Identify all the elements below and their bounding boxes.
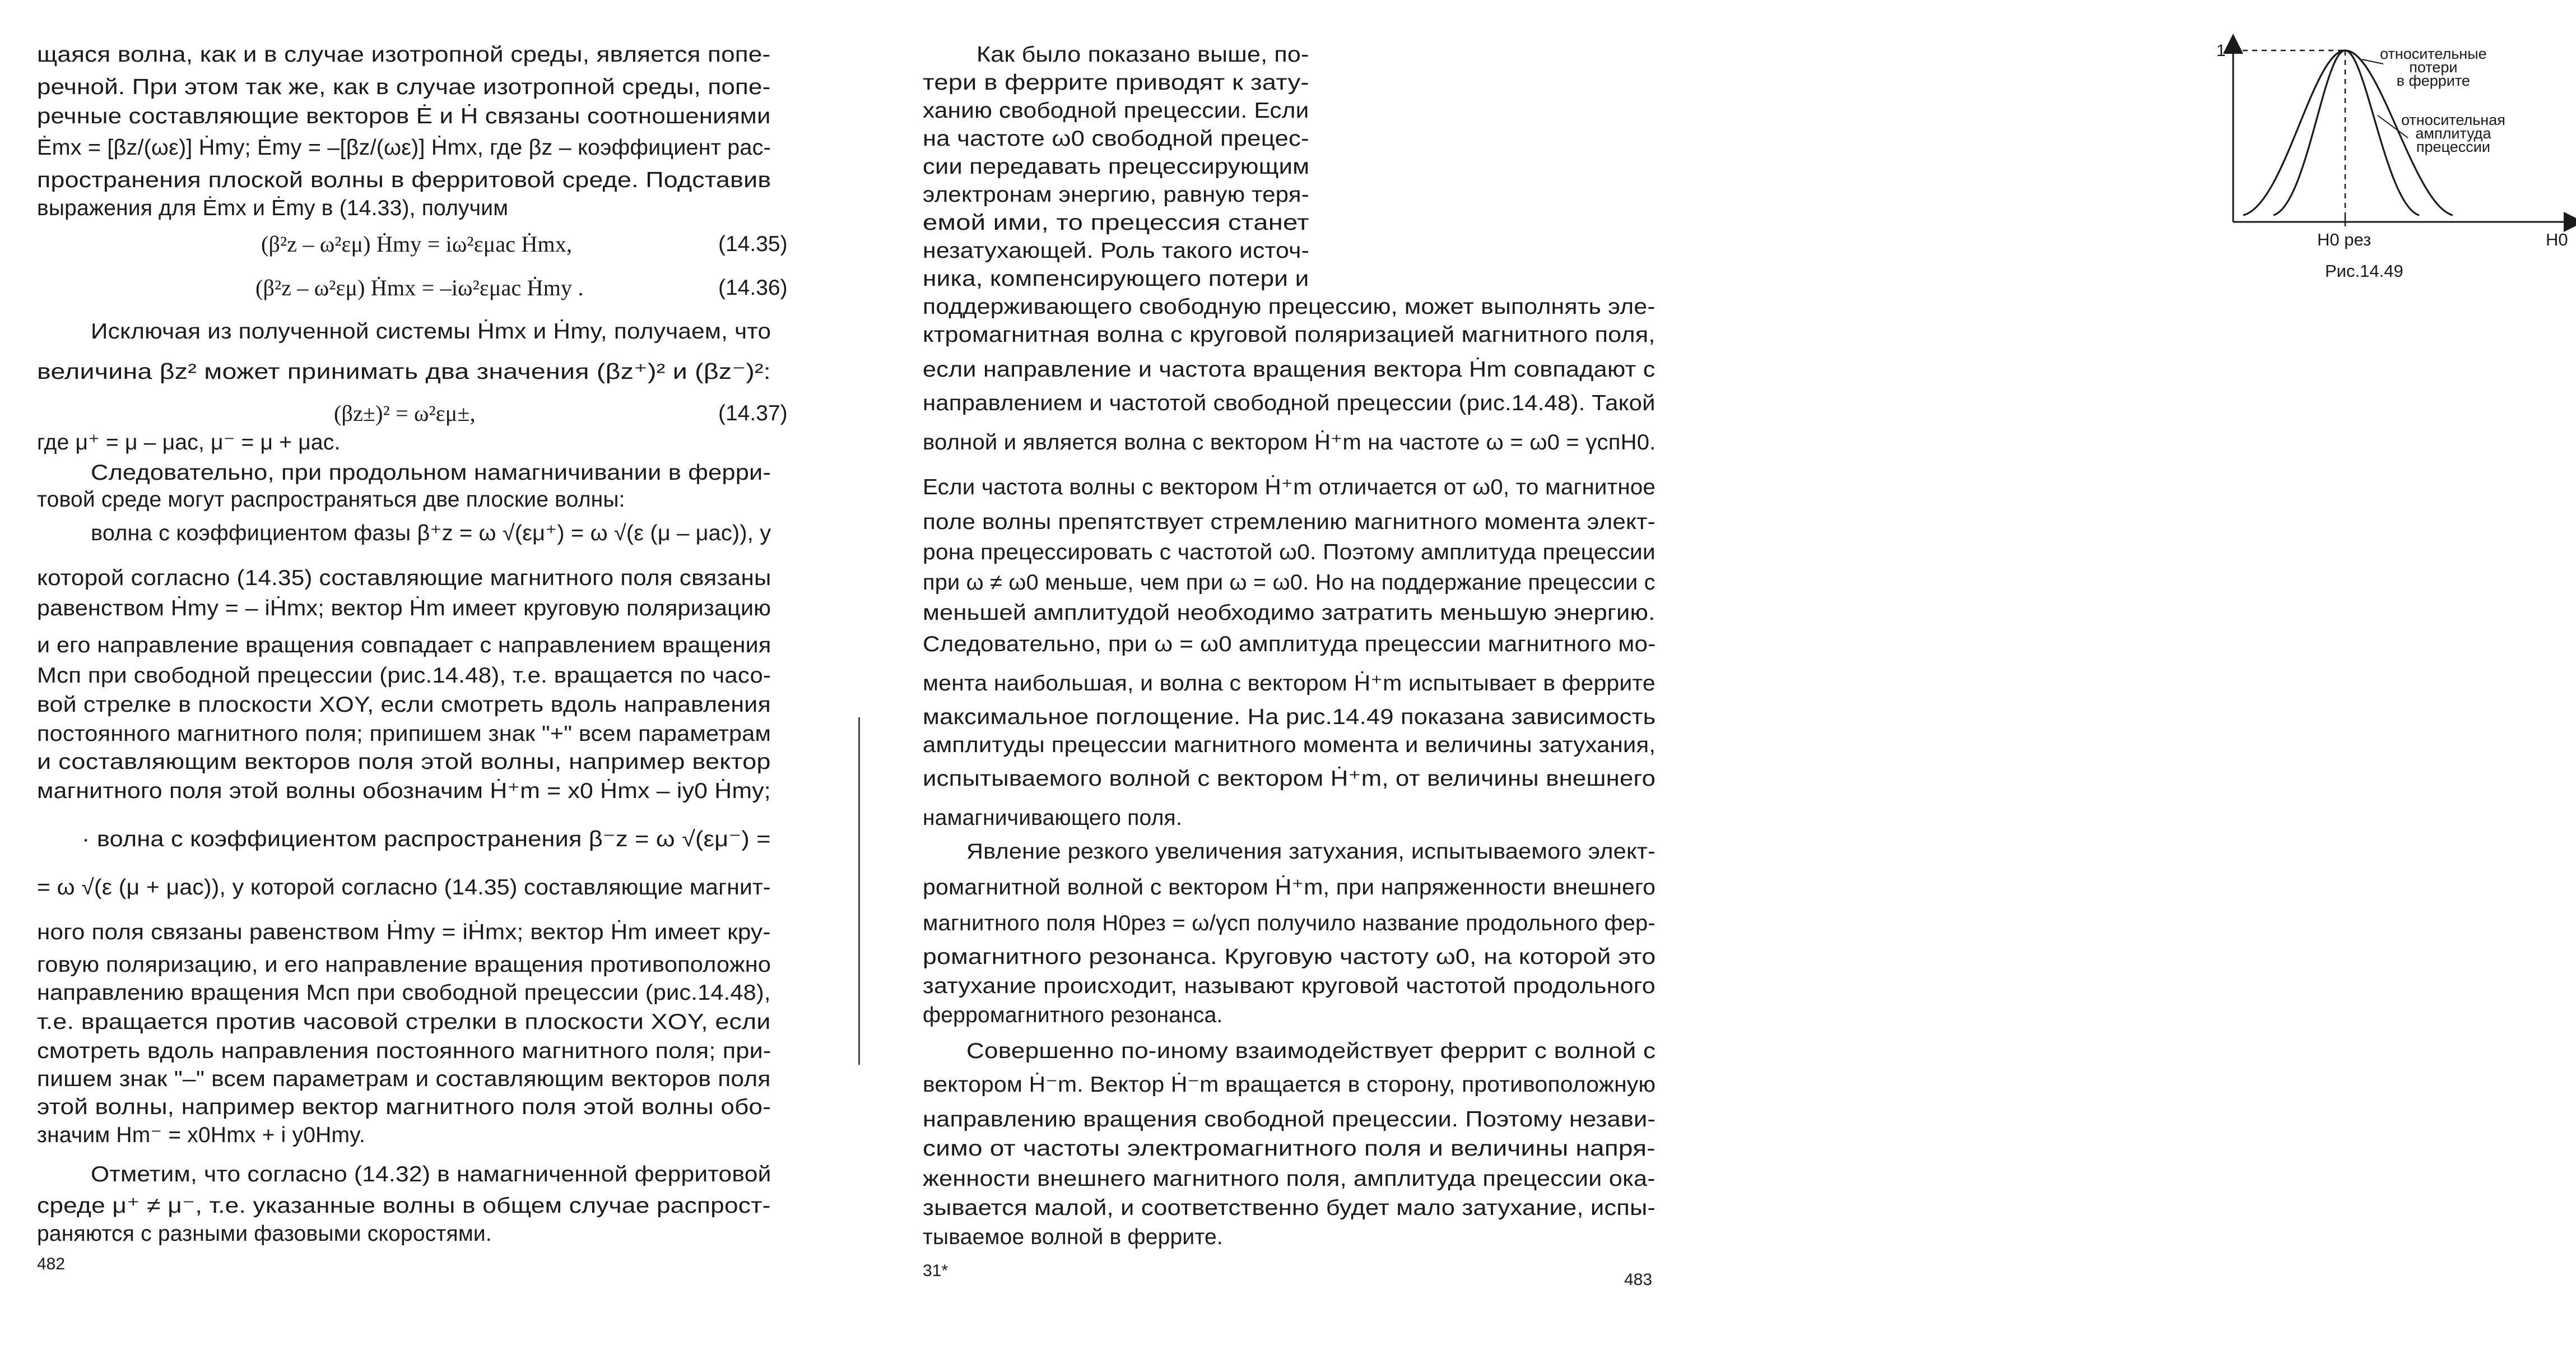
text-line: поле волны препятствует стремлению магнитного момента элект- xyxy=(923,510,1656,534)
text-line: значим Hm⁻ = x0Hmx + i y0Hmy. xyxy=(37,1123,366,1147)
text-line: на частоте ω0 свободной прецес- xyxy=(923,127,1309,151)
text-line: направлением и частотой свободной прецессии (рис.14.48). Такой xyxy=(923,391,1656,415)
left-page xyxy=(0,0,881,1345)
text-line: тываемое волной в феррите. xyxy=(923,1225,1223,1249)
text-line: ника, компенсирующего потери и xyxy=(923,267,1309,291)
text-line: Следовательно, при ω = ω0 амплитуда прецессии магнитного мо- xyxy=(923,632,1656,656)
text-line: незатухающей. Роль такого источ- xyxy=(923,239,1310,263)
text-line: и составляющим векторов поля этой волны, например вектор xyxy=(37,750,771,774)
text-line: намагничивающего поля. xyxy=(923,806,1182,830)
text-line: ного поля связаны равенством Ḣmy = iḢmx; вектор Ḣm имеет кру- xyxy=(37,920,771,944)
text-line: (β²z – ω²εμ) Ḣmy = iω²εμac Ḣmx, xyxy=(261,231,573,257)
text-line: говую поляризацию, и его направление вращения противоположно xyxy=(37,953,771,977)
text-line: Ėmx = [βz/(ωε)] Ḣmy; Ėmy = –[βz/(ωε)] Ḣmx, где βz – коэффициент рас- xyxy=(37,136,771,160)
amplitude-label-line: прецессии xyxy=(2416,138,2490,155)
text-line: величина βz² может принимать два значения (βz⁺)² и (βz⁻)²: xyxy=(37,360,771,384)
text-line: Совершенно по-иному взаимодействует феррит с волной с xyxy=(966,1039,1656,1063)
text-line: (β²z – ω²εμ) Ḣmx = –iω²εμac Ḣmy . xyxy=(255,275,584,300)
text-line: затухание происходит, называют круговой частотой продольного xyxy=(923,974,1656,998)
text-line: ханию свободной прецессии. Если xyxy=(923,99,1309,123)
text-line: волна с коэффициентом фазы β⁺z = ω √(εμ⁺) = ω √(ε (μ – μac)), у xyxy=(91,521,771,545)
text-line: меньшей амплитудой необходимо затратить меньшую энергию. xyxy=(923,601,1656,625)
text-line: Отметим, что согласно (14.32) в намагниченной ферритовой xyxy=(91,1162,771,1186)
text-line: Если частота волны с вектором Ḣ⁺m отличается от ω0, то магнитное xyxy=(923,475,1656,499)
text-line: Mсп при свободной прецессии (рис.14.48), т.е. вращается по часо- xyxy=(37,664,771,688)
text-line: при ω ≠ ω0 меньше, чем при ω = ω0. Но на поддержание прецессии с xyxy=(923,571,1656,595)
text-line: этой волны, например вектор магнитного поля этой волны обо- xyxy=(37,1095,771,1119)
text-line: волной и является волна с вектором Ḣ⁺m на частоте ω = ω0 = γспH0. xyxy=(923,430,1656,454)
text-line: ромагнитной волной с вектором Ḣ⁺m, при напряженности внешнего xyxy=(923,875,1656,899)
text-line: Как было показано выше, по- xyxy=(977,43,1309,67)
text-line: Исключая из полученной системы Ḣmx и Ḣmy, получаем, что xyxy=(91,319,771,344)
losses-label xyxy=(2380,47,2487,87)
text-line: магнитного поля этой волны обозначим Ḣ⁺m = x0 Ḣmx – iy0 Ḣmy; xyxy=(37,779,771,803)
text-line: смотреть вдоль направления постоянного магнитного поля; при- xyxy=(37,1039,771,1063)
text-line: вой стрелке в плоскости XOY, если смотреть вдоль направления xyxy=(37,693,771,717)
equation-number: (14.35) xyxy=(718,232,788,256)
losses-label-line: в феррите xyxy=(2396,72,2470,89)
text-line: мента наибольшая, и волна с вектором Ḣ⁺m испытывает в феррите xyxy=(923,671,1656,695)
text-line: Явление резкого увеличения затухания, испытываемого элект- xyxy=(966,840,1656,864)
text-line: зывается малой, и соответственно будет мало затухание, испы- xyxy=(923,1196,1656,1220)
text-line: пишем знак "–" всем параметрам и составляющим векторов поля xyxy=(37,1067,771,1091)
text-line: среде μ⁺ ≠ μ⁻, т.е. указанные волны в общем случае распрост- xyxy=(37,1194,771,1218)
text-line: женности внешнего магнитного поля, амплитуда прецессии ока- xyxy=(923,1167,1656,1191)
right-page xyxy=(881,0,2568,1345)
text-line: испытываемого волной с вектором Ḣ⁺m, от величины внешнего xyxy=(923,767,1656,791)
figure-caption: Рис.14.49 xyxy=(2325,261,2403,281)
figure-14-49 xyxy=(2217,37,2576,284)
losses-label-line: потери xyxy=(2409,59,2458,76)
footnote-mark: 31* xyxy=(923,1261,948,1280)
text-line: речной. При этом так же, как в случае изотропной среды, попе- xyxy=(37,75,771,99)
text-line: и его направление вращения совпадает с направлением вращения xyxy=(37,633,771,657)
text-line: выражения для Ėmx и Ėmy в (14.33), получим xyxy=(37,196,509,220)
amplitude-label-line: амплитуда xyxy=(2415,125,2491,142)
text-line: направлению вращения свободной прецессии. Поэтому незави- xyxy=(923,1107,1656,1131)
text-line: симо от частоты электромагнитного поля и величины напря- xyxy=(923,1137,1656,1161)
text-line: = ω √(ε (μ + μac)), у которой согласно (14.35) составляющие магнит- xyxy=(37,875,771,899)
gutter-line xyxy=(858,717,860,1065)
amplitude-label-line: относительная xyxy=(2401,112,2505,128)
text-line: магнитного поля H0рез = ω/γсп получило название продольного фер- xyxy=(923,911,1656,935)
x-axis-label: H0 xyxy=(2546,230,2568,249)
losses-label-line: относительные xyxy=(2380,45,2487,62)
page-number-left: 482 xyxy=(37,1255,66,1273)
text-line: поддерживающего свободную прецессию, может выполнять эле- xyxy=(923,295,1656,319)
text-line: ромагнитного резонанса. Круговую частоту ω0, на которой это xyxy=(923,945,1656,969)
text-line: направлению вращения Mсп при свободной прецессии (рис.14.48), xyxy=(37,981,771,1005)
text-line: если направление и частота вращения вектора Ḣm совпадают с xyxy=(923,358,1656,382)
text-line: амплитуды прецессии магнитного момента и величины затухания, xyxy=(923,733,1656,757)
text-line: речные составляющие векторов Ė и Ḣ связаны соотношениями xyxy=(37,104,771,128)
text-line: · волна с коэффициентом распространения β⁻z = ω √(εμ⁻) = xyxy=(82,827,771,851)
text-line: пространения плоской волны в ферритовой среде. Подставив xyxy=(37,168,771,192)
text-line: ктромагнитная волна с круговой поляризацией магнитного поля, xyxy=(923,323,1656,347)
text-line: щаяся волна, как и в случае изотропной среды, является попе- xyxy=(37,43,771,67)
equation-number: (14.37) xyxy=(718,401,788,425)
text-line: т.е. вращается против часовой стрелки в плоскости XOY, если xyxy=(37,1010,771,1034)
text-line: где μ⁺ = μ – μac, μ⁻ = μ + μac. xyxy=(37,430,341,454)
y-tick-label: 1 xyxy=(2216,41,2226,60)
text-line: сии передавать прецессирующим xyxy=(923,155,1310,179)
text-line: Следовательно, при продольном намагничивании в ферри- xyxy=(91,461,771,485)
text-line: ферромагнитного резонанса. xyxy=(923,1003,1223,1027)
text-line: (βz±)² = ω²εμ±, xyxy=(334,401,476,426)
text-line: равенством Ḣmy = – iḢmx; вектор Ḣm имеет круговую поляризацию xyxy=(37,596,771,620)
x-tick-label-resonance: H0 рез xyxy=(2317,230,2372,249)
equation-number: (14.36) xyxy=(718,276,788,300)
text-line: емой ими, то прецессия станет xyxy=(923,211,1309,235)
text-line: постоянного магнитного поля; припишем знак "+" всем параметрам xyxy=(37,722,771,746)
text-line: рона прецессировать с частотой ω0. Поэтому амплитуда прецессии xyxy=(923,540,1656,564)
amplitude-label xyxy=(2401,113,2505,154)
text-line: вектором Ḣ⁻m. Вектор Ḣ⁻m вращается в сторону, противоположную xyxy=(923,1073,1656,1097)
text-line: которой согласно (14.35) составляющие магнитного поля связаны xyxy=(37,566,771,590)
text-line: электронам энергию, равную теря- xyxy=(923,183,1309,207)
text-line: тери в феррите приводят к зату- xyxy=(923,71,1309,95)
text-line: товой среде могут распространяться две плоские волны: xyxy=(37,488,625,512)
text-line: раняются с разными фазовыми скоростями. xyxy=(37,1222,492,1246)
text-line: максимальное поглощение. На рис.14.49 показана зависимость xyxy=(923,705,1656,729)
page-number-right: 483 xyxy=(1624,1270,1653,1289)
